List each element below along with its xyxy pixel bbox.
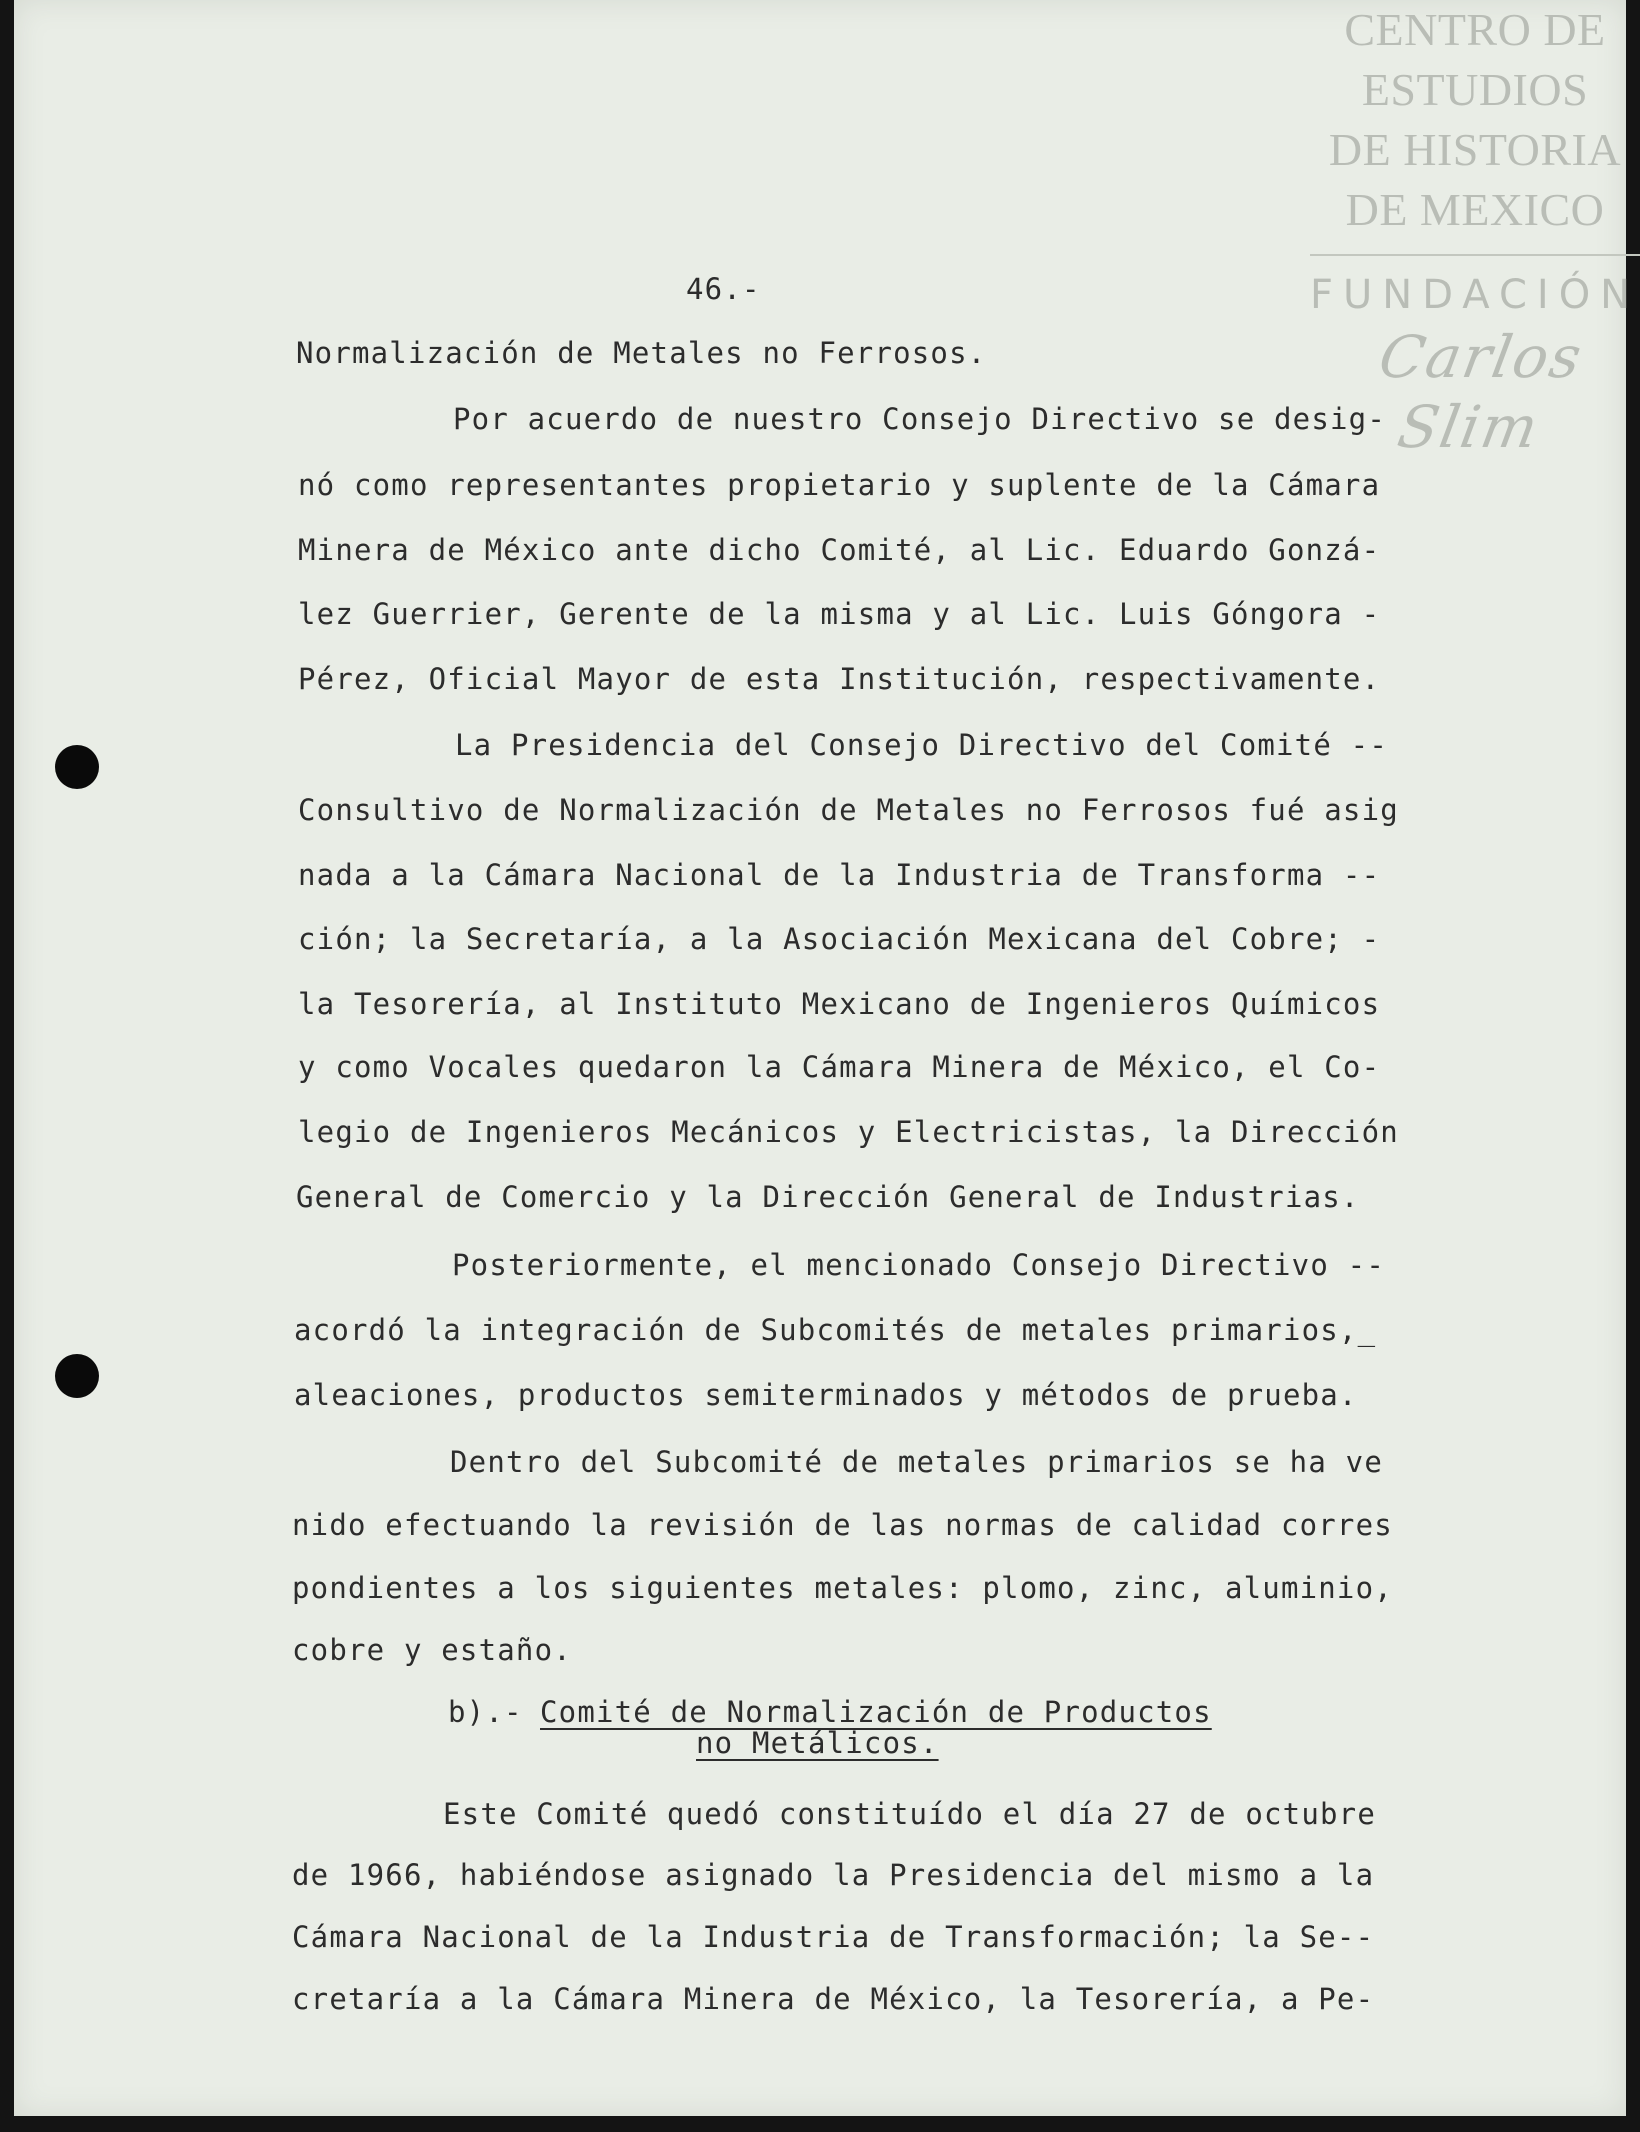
text-line: Pérez, Oficial Mayor de esta Institución, respectivamente. bbox=[298, 662, 1381, 696]
text-line: Dentro del Subcomité de metales primarios se ha ve bbox=[450, 1445, 1383, 1479]
text-line: Por acuerdo de nuestro Consejo Directivo se desig- bbox=[453, 402, 1386, 436]
watermark-line: DE HISTORIA bbox=[1328, 124, 1622, 175]
section-heading: Normalización de Metales no Ferrosos. bbox=[296, 336, 987, 370]
text-line: aleaciones, productos semiterminados y métodos de prueba. bbox=[294, 1378, 1358, 1412]
text-line: Cámara Nacional de la Industria de Transformación; la Se-- bbox=[292, 1920, 1375, 1954]
punch-hole bbox=[55, 1354, 99, 1398]
text-line: cobre y estaño. bbox=[292, 1633, 572, 1667]
subsection-title: Comité de Normalización de Productos bbox=[540, 1695, 1212, 1729]
text-line: Este Comité quedó constituído el día 27 de octubre bbox=[443, 1797, 1376, 1831]
text-line: acordó la integración de Subcomités de metales primarios,_ bbox=[294, 1313, 1377, 1347]
text-line: La Presidencia del Consejo Directivo del Comité -- bbox=[455, 728, 1388, 762]
watermark-line: CENTRO DE bbox=[1344, 4, 1606, 55]
text-line: cretaría a la Cámara Minera de México, la Tesorería, a Pe- bbox=[292, 1982, 1375, 2016]
archive-watermark bbox=[1310, 0, 1640, 462]
text-line: nido efectuando la revisión de las normas de calidad corres bbox=[292, 1508, 1393, 1542]
watermark-line: ESTUDIOS bbox=[1361, 64, 1589, 115]
watermark-divider bbox=[1310, 254, 1640, 256]
text-line: legio de Ingenieros Mecánicos y Electricistas, la Dirección bbox=[298, 1115, 1399, 1149]
text-line: Minera de México ante dicho Comité, al Lic. Eduardo Gonzá- bbox=[298, 533, 1381, 567]
punch-hole bbox=[55, 745, 99, 789]
watermark-signature: Carlos Slim bbox=[1374, 323, 1589, 461]
text-line: Posteriormente, el mencionado Consejo Directivo -- bbox=[452, 1248, 1385, 1282]
watermark-line: DE MEXICO bbox=[1345, 184, 1605, 235]
page-number: 46.- bbox=[686, 272, 761, 306]
text-line: nada a la Cámara Nacional de la Industria de Transforma -- bbox=[298, 858, 1381, 892]
text-line: General de Comercio y la Dirección General de Industrias. bbox=[296, 1180, 1360, 1214]
text-line: nó como representantes propietario y suplente de la Cámara bbox=[298, 468, 1381, 502]
text-line: lez Guerrier, Gerente de la misma y al Lic. Luis Góngora - bbox=[298, 597, 1381, 631]
text-line: Consultivo de Normalización de Metales no Ferrosos fué asig bbox=[298, 793, 1399, 827]
subsection-title: no Metálicos. bbox=[696, 1726, 939, 1760]
text-line: pondientes a los siguientes metales: plomo, zinc, aluminio, bbox=[292, 1571, 1393, 1605]
watermark-fundacion: FUNDACIÓN bbox=[1310, 272, 1640, 318]
text-line: la Tesorería, al Instituto Mexicano de Ingenieros Químicos bbox=[298, 987, 1381, 1021]
text-line: de 1966, habiéndose asignado la Presidencia del mismo a la bbox=[292, 1858, 1375, 1892]
subsection-prefix: b).- bbox=[448, 1695, 523, 1729]
text-line: y como Vocales quedaron la Cámara Minera de México, el Co- bbox=[298, 1050, 1381, 1084]
text-line: ción; la Secretaría, a la Asociación Mexicana del Cobre; - bbox=[298, 922, 1381, 956]
